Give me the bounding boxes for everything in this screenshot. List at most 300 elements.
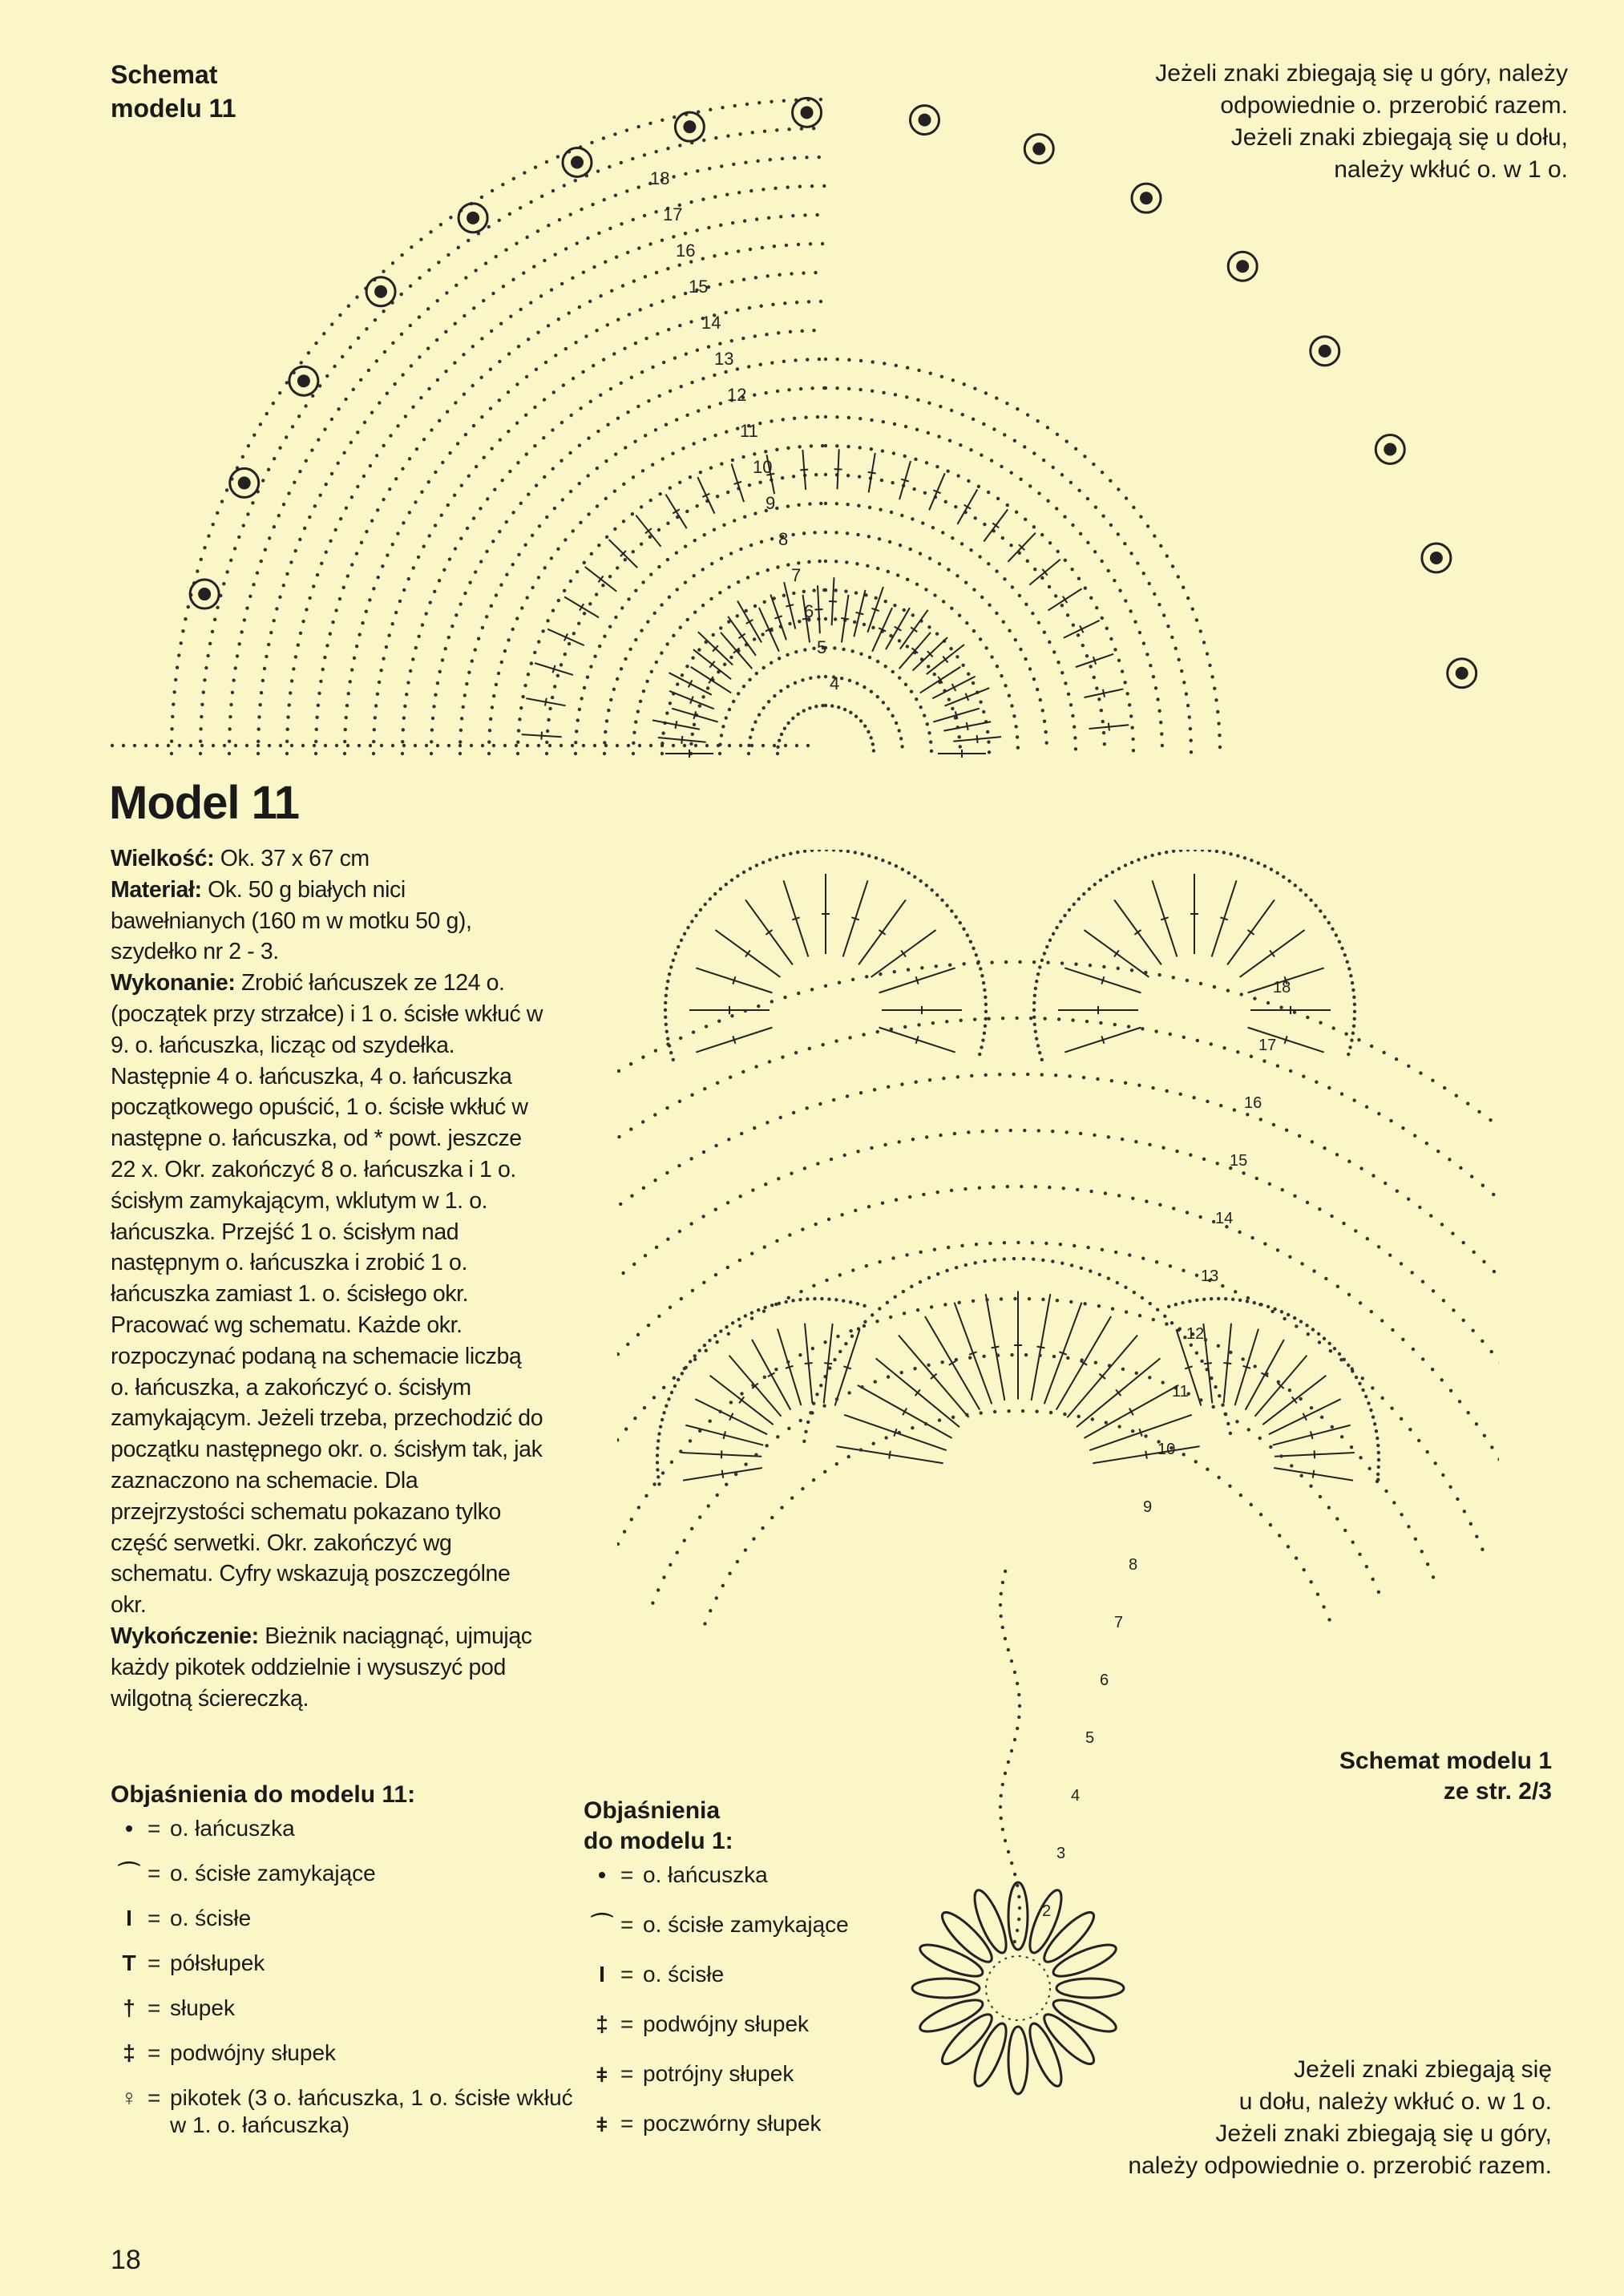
chain-dots [382,444,385,447]
chain-dots [517,553,520,556]
chain-dots [1007,1850,1010,1853]
chain-dots [888,861,891,864]
chain-dots [698,1349,701,1352]
chain-dots [1440,1378,1444,1381]
chain-dots [1376,1444,1380,1447]
chain-dots [1204,1338,1207,1341]
chain-dots [1077,489,1081,492]
chain-dots [285,435,288,439]
chain-dots [1093,883,1097,886]
stitch-mark [1270,950,1275,956]
chain-dots [1059,1243,1062,1246]
chain-dots [1154,1029,1157,1033]
chain-dots [1347,967,1351,970]
chain-dots [689,320,693,323]
chain-dots [535,368,538,371]
chain-dots [502,285,505,288]
stitch-mark [868,472,876,474]
chain-dots [1065,439,1069,443]
chain-dots [1178,658,1181,661]
chain-dots [1129,714,1133,718]
chain-dots [1307,1332,1310,1336]
chain-dots [1431,1368,1434,1371]
chain-dots [1353,1003,1356,1006]
chain-dots [568,642,571,645]
stitch-mark [1114,950,1119,956]
chain-dots [391,543,394,546]
chain-dots [1165,554,1169,557]
chain-dots [1340,1435,1343,1438]
chain-dots [779,215,782,218]
chain-dots [556,155,560,158]
chain-dots [1141,1256,1145,1259]
chain-dots [758,422,762,425]
chain-dots [489,406,492,410]
chain-dots [1066,613,1069,616]
chain-dots [1327,1618,1331,1621]
chain-dots [856,533,859,536]
chain-dots [851,978,854,981]
chain-dots [748,483,751,487]
chain-dots [1101,616,1104,620]
chain-dots [810,850,814,852]
chain-dots [865,975,868,978]
stitch-mark [1134,930,1141,935]
material-value: Ok. 50 g białych nici bawełnianych (160 m w motku 50 g), szydełko nr 2 - 3. [111,876,472,965]
chain-dots [922,1193,925,1196]
chain-dots [1004,684,1007,687]
chain-dots [489,718,492,721]
chain-dots [781,157,784,160]
chain-dots [466,527,469,530]
chain-dots [972,418,975,421]
petal [1056,1979,1124,1998]
chain-dots [987,562,990,565]
chain-dots [1309,1580,1312,1583]
chain-dots [1003,1257,1006,1260]
chain-dots [1352,996,1355,999]
chain-dots [1333,1347,1336,1350]
chain-dots [533,406,536,409]
chain-dots [655,661,658,664]
schemat-11-title-line2: modelu 11 [111,94,236,123]
chain-dots [708,405,711,408]
chain-dots [1137,1084,1141,1087]
chain-dots [814,271,817,274]
chain-dots [893,970,896,973]
chain-dots [1035,1409,1038,1413]
chain-dots [1155,1260,1158,1263]
chain-dots [1238,1299,1242,1302]
chain-dots [785,244,788,247]
chain-dots [1451,1231,1454,1235]
chain-dots [386,391,389,394]
chain-dots [241,455,244,459]
chain-dots [1358,1382,1361,1385]
chain-dots [970,1074,973,1077]
legend-text: słupek [170,1995,235,2020]
chain-dots [341,355,344,358]
chain-dots [1217,722,1220,725]
chain-dots [370,410,374,414]
chain-dots [1142,641,1145,645]
chain-dots [725,883,728,886]
chain-dots [710,562,713,565]
stitch-mark [745,950,750,956]
chain-dots [962,962,965,965]
chain-dots [479,507,482,510]
chain-dots [626,1343,629,1346]
chain-dots [1040,533,1044,536]
chain-dots [330,418,333,421]
chain-dots [1186,1211,1189,1214]
chain-dots [576,241,579,245]
chain-dots [984,996,987,999]
chain-dots [1299,1474,1303,1477]
chain-dots [171,715,174,718]
chain-dots [310,448,313,451]
chain-dots [375,359,378,362]
chain-dots [1259,1513,1262,1516]
chain-dots [951,1416,955,1419]
chain-dots [709,1419,712,1422]
chain-dots [1038,1051,1041,1054]
chain-dots [725,1483,728,1486]
chain-dots [314,752,317,755]
chain-dots [636,709,640,713]
chain-dots [1432,1575,1435,1578]
chain-dots [369,744,372,747]
round-number: 11 [740,421,758,441]
chain-dots [546,619,549,622]
chain-dots [728,744,731,747]
chain-dots [1124,1081,1127,1085]
chain-dots [572,377,575,380]
legend-row [111,1860,576,1887]
chain-dots [446,503,450,507]
chain-dots [651,1601,654,1604]
chain-dots [530,661,533,665]
chain-dots [1287,1313,1290,1316]
chain-dots [430,740,433,743]
chain-dots [1279,1006,1283,1009]
chain-dots [599,394,602,397]
chain-dots [511,628,514,631]
chain-dots [285,728,289,731]
chain-dots [396,424,399,427]
chain-dots [553,507,556,510]
chain-dots [1353,1017,1356,1021]
chain-dots [690,1093,693,1097]
legend-row [584,2060,920,2088]
chain-dots [425,744,428,747]
chain-dots [908,1195,911,1199]
chain-dots [1253,1364,1256,1368]
chain-dots [1186,979,1189,982]
chain-dots [472,306,475,309]
chain-dots [685,414,689,417]
chain-dots [782,360,786,363]
chain-dots [590,552,593,556]
chain-dots [771,303,774,306]
chain-dots [400,293,403,296]
chain-dots [675,551,678,554]
chain-dots [982,710,985,713]
chain-dots [935,893,939,896]
chain-dots [402,744,406,747]
chain-dots [385,645,388,649]
legend-text: poczwórny słupek [643,2111,822,2136]
chain-dots [656,1461,659,1464]
chain-dots [824,675,827,678]
stitch-mark [911,627,917,632]
chain-dots [947,568,950,571]
chain-dots [1282,875,1285,879]
chain-dots [441,461,444,464]
chain-dots [797,992,800,995]
chain-dots [424,612,427,615]
chain-dots [808,706,811,709]
chain-dots [984,1010,988,1013]
chain-dots [935,633,939,636]
chain-dots [1199,1398,1202,1401]
chain-dots [806,1297,809,1300]
chain-dots [1113,648,1117,651]
chain-dots [990,960,993,964]
chain-dots [574,179,577,182]
chain-dots [509,314,512,317]
chain-dots [1177,575,1180,578]
chain-dots [821,1043,824,1046]
chain-dots [1433,1461,1436,1465]
chain-dots [679,1037,682,1040]
chain-dots [730,339,733,342]
chain-dots [1107,1135,1110,1138]
chain-dots [959,745,962,748]
chain-dots [625,189,628,192]
chain-dots [464,276,467,279]
chain-dots [229,703,232,706]
chain-dots [593,655,596,658]
chain-dots [680,385,683,388]
chain-dots [323,656,326,659]
chain-dots [879,507,882,511]
chain-dots [889,1316,892,1319]
chain-dots [1103,742,1106,746]
chain-dots [1111,871,1114,874]
chain-dots [346,744,349,747]
chain-dots [361,621,364,625]
chain-dots [330,472,333,475]
chain-dots [632,550,635,553]
chain-dots [312,584,315,588]
chain-dots [1290,1464,1293,1467]
chain-dots [216,606,219,609]
chain-dots [673,115,676,119]
chain-dots [652,1396,656,1399]
chain-dots [1036,419,1039,422]
chain-dots [689,742,693,746]
chain-dots [1216,710,1219,713]
chain-dots [599,294,602,297]
chain-dots [558,218,561,221]
chain-dots [1300,1262,1303,1265]
chain-dots [1070,568,1073,571]
chain-dots [1029,1017,1032,1020]
chain-dots [1017,1895,1020,1898]
chain-dots [790,1496,794,1499]
chain-dots [344,728,347,731]
chain-dots [1217,1297,1220,1300]
chain-dots [632,218,635,221]
chain-dots [1214,698,1218,701]
chain-dots [293,549,297,552]
chain-dots [656,1446,659,1449]
chain-dots [578,708,581,711]
stitch-mark [545,698,547,706]
chain-dots [894,1296,897,1299]
chain-dots [799,1290,802,1293]
chain-dots [1040,1073,1043,1076]
chain-dots [950,1189,953,1192]
chain-dots [1153,534,1156,537]
chain-dots [794,358,797,362]
chain-dots [1165,851,1168,854]
chain-dots [1085,1020,1089,1023]
chain-dots [879,972,882,976]
chain-dots [1031,1241,1034,1244]
chain-dots [597,544,600,547]
chain-dots [733,519,736,522]
chain-dots [1167,1305,1170,1308]
chain-dots [984,1017,988,1021]
chain-dots [693,539,697,542]
chain-dots [651,463,654,466]
stitch-mark [1243,1366,1251,1368]
chain-dots [992,1185,995,1188]
chain-dots [714,1144,717,1147]
chain-dots [1128,703,1131,706]
chain-dots [634,638,637,641]
chain-dots [1210,1297,1213,1300]
chain-dots [716,1081,719,1085]
chain-dots [578,482,581,485]
chain-dots [463,693,467,697]
chain-dots [405,693,408,696]
chain-dots [290,744,293,747]
chain-dots [606,323,609,326]
chain-dots [211,523,214,526]
chain-dots [947,1246,950,1249]
chain-dots [463,592,467,595]
chain-dots [1116,1281,1119,1284]
chain-dots [876,695,879,698]
chain-dots [243,618,246,621]
chain-dots [881,1202,884,1205]
chain-dots [1128,1253,1131,1256]
chain-dots [247,444,250,447]
chain-dots [783,301,786,305]
chain-dots [1186,596,1190,600]
chain-dots [299,361,302,364]
chain-dots [1032,1257,1035,1260]
chain-dots [285,572,289,576]
chain-dots [664,1016,667,1019]
chain-dots [408,511,411,514]
chain-dots [383,350,386,354]
work-label: Wykonanie: [111,970,236,996]
chain-dots [882,391,885,394]
chain-dots [225,488,228,491]
chain-dots [1377,1458,1380,1461]
round-number: 8 [778,529,789,549]
chain-dots [666,980,669,983]
chain-dots [1083,455,1086,458]
chain-dots [834,531,838,534]
round-number: 4 [1071,1787,1081,1805]
chain-dots [613,132,616,135]
chain-dots [604,459,608,463]
chain-dots [645,680,648,683]
equals-sign: = [620,1862,634,1887]
center-ring [986,1956,1050,2020]
chain-dots [666,147,669,150]
chain-dots [593,744,596,747]
chain-dots [519,706,523,709]
chain-dots [1364,1395,1367,1398]
chain-dots [315,728,318,731]
chain-dots [767,216,770,220]
stitch-mark [553,665,555,673]
chain-dots [562,383,565,386]
chain-dots [331,620,334,624]
chain-dots [527,492,530,495]
chain-dots [1213,687,1216,690]
chain-dots [1318,1340,1321,1344]
chain-dots [941,531,944,534]
chain-dots [350,563,353,566]
legend-row [584,1911,920,1938]
chain-dots [442,568,446,572]
chain-dots [304,404,307,407]
chain-dots [917,1023,920,1026]
chain-dots [172,702,175,705]
picot-flower [801,106,814,119]
chain-dots [1199,629,1202,633]
chain-dots [787,388,790,391]
chain-dots [768,858,771,861]
picot-icon: ♀ [120,2085,138,2110]
chain-dots [515,616,519,620]
chain-dots [272,402,275,405]
chain-dots [707,345,710,348]
chain-dots [744,1548,747,1551]
chain-dots [411,657,414,661]
chain-dots [540,195,543,198]
chain-dots [511,278,515,281]
chain-dots [1129,552,1133,555]
chain-dots [661,744,664,747]
note-top-line2: odpowiednie o. przerobić razem. [1220,92,1568,119]
chain-dots [220,499,224,503]
chain-dots [770,100,773,103]
chain-dots [1117,659,1121,662]
bar-icon: I [126,1906,132,1930]
chain-dots [1013,439,1016,443]
chain-dots [782,854,785,857]
chain-dots [801,1227,804,1231]
chain-dots [632,752,635,755]
